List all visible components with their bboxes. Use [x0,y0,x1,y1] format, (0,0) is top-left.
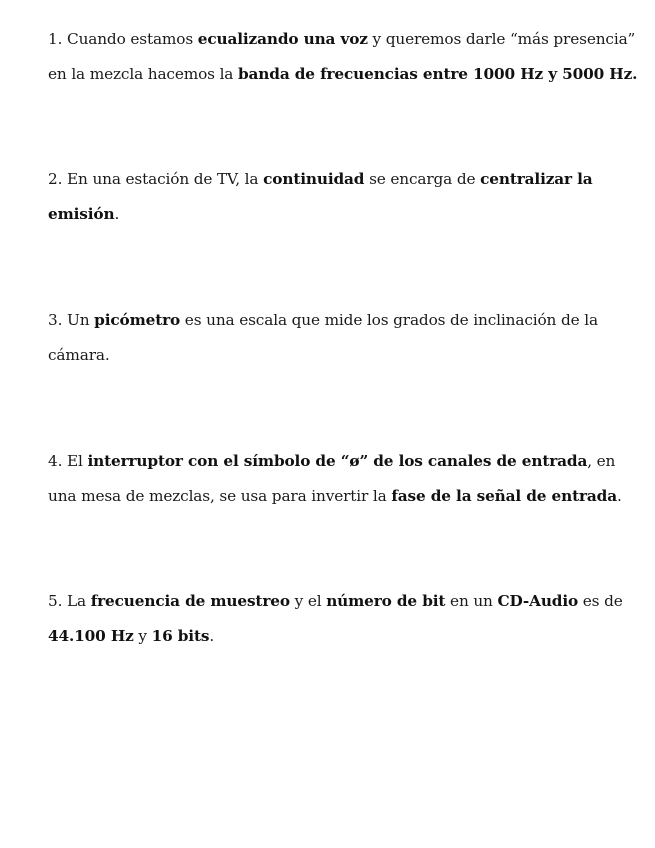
question-text: Un [62,311,95,329]
question-4 [48,444,638,514]
question-highlight: fase de la señal de entrada [391,487,617,505]
question-number: 2. [48,170,63,188]
question-text: Cuando estamos [62,30,198,48]
question-number: 1. [48,30,63,48]
question-text: y queremos darle “más presencia” en la mezcla hacemos la [48,30,636,83]
question-highlight: frecuencia de muestreo [90,592,290,610]
question-highlight: CD-Audio [497,592,579,610]
question-text: y [133,627,152,645]
question-highlight: continuidad [263,170,365,188]
question-text: El [62,452,88,470]
question-text: . [617,487,622,505]
question-text: La [62,592,91,610]
question-highlight: centralizar la emisión [48,170,593,223]
question-text: se encarga de [364,170,481,188]
question-2 [48,162,638,232]
question-highlight: 44.100 Hz [48,627,134,645]
question-highlight: 16 bits [151,627,210,645]
question-text: en un [445,592,498,610]
question-text: y el [289,592,327,610]
question-text: . [114,205,120,223]
question-number: 4. [48,452,63,470]
question-highlight: número de bit [326,592,446,610]
question-highlight: ecualizando una voz [197,30,368,48]
question-number: 3. [48,311,63,329]
question-1 [48,22,638,92]
question-number: 5. [48,592,63,610]
question-text: En una estación de TV, la [62,170,264,188]
question-text: es de [578,592,623,610]
question-text: , en una mesa de mezclas, se usa para invertir la [48,452,616,505]
question-highlight: picómetro [94,311,181,329]
question-text: es una escala que mide los grados de inclinación de la cámara. [48,311,598,364]
question-highlight: interruptor con el símbolo de “ø” de los canales de entrada [87,452,588,470]
question-text: . [209,627,215,645]
question-3 [48,303,638,373]
question-highlight: banda de frecuencias entre 1000 Hz y 5000 Hz. [238,65,638,83]
question-5 [48,584,638,654]
